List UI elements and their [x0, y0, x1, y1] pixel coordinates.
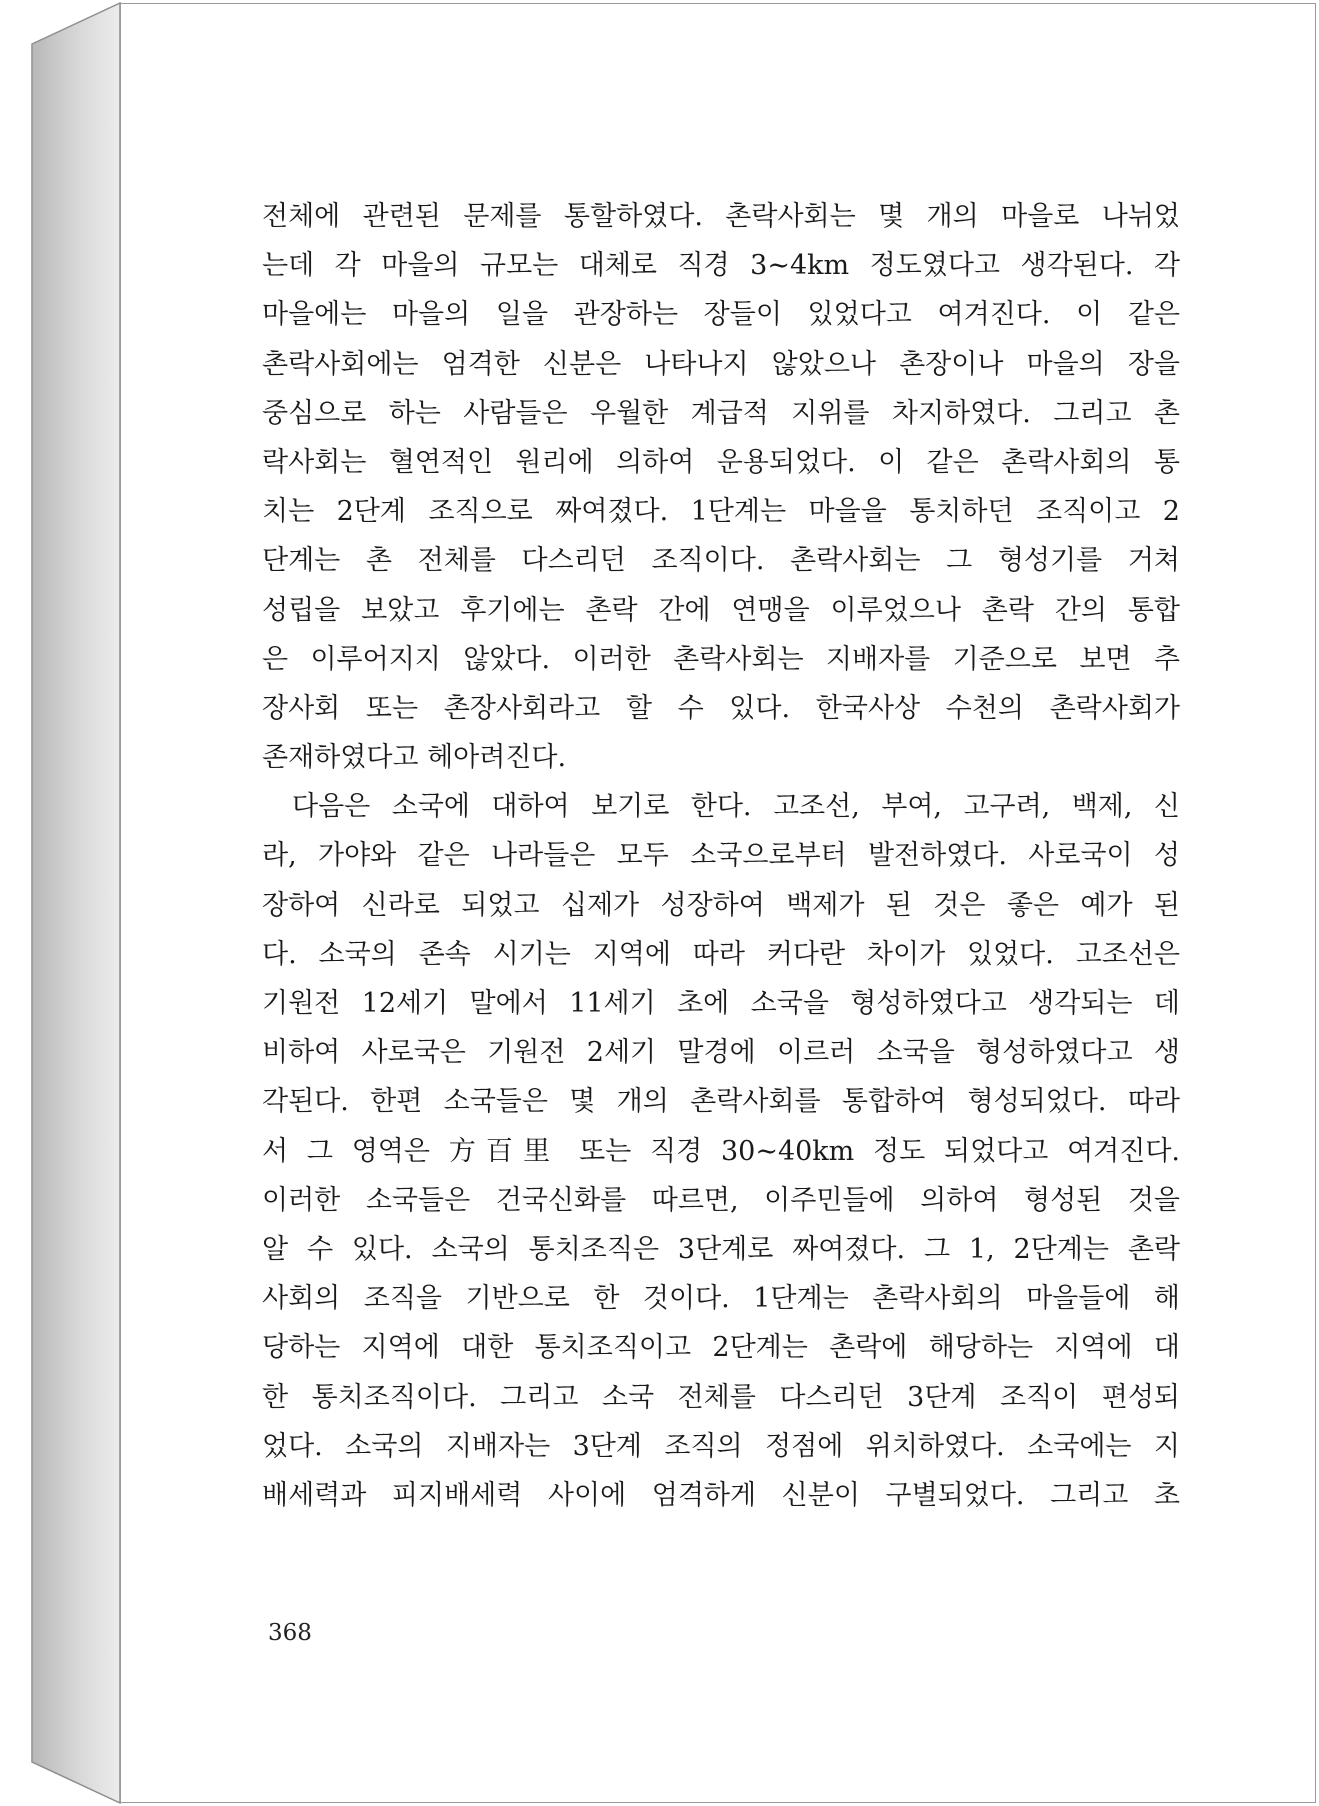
text-line: 은 이루어지지 않았다. 이러한 촌락사회는 지배자를 기준으로 보면 추 [262, 643, 1180, 675]
text-line: 이러한 소국들은 건국신화를 따르면, 이주민들에 의하여 형성된 것을 [262, 1184, 1180, 1216]
text-line: 다음은 소국에 대하여 보기로 한다. 고조선, 부여, 고구려, 백제, 신 [292, 791, 1180, 823]
text-line: 라, 가야와 같은 나라들은 모두 소국으로부터 발전하였다. 사로국이 성 [262, 840, 1180, 872]
text-line: 전체에 관련된 문제를 통할하였다. 촌락사회는 몇 개의 마을로 나뉘었 [262, 201, 1180, 232]
text-line: 다. 소국의 존속 시기는 지역에 따라 커다란 차이가 있었다. 고조선은 [262, 938, 1180, 970]
text-line: 서 그 영역은 方百里 또는 직경 30∼40km 정도 되었다고 여겨진다. [262, 1135, 1180, 1167]
text-line: 치는 2단계 조직으로 짜여졌다. 1단계는 마을을 통치하던 조직이고 2 [262, 496, 1180, 528]
text-line: 기원전 12세기 말에서 11세기 초에 소국을 형성하였다고 생각되는 데 [262, 988, 1180, 1019]
text-line: 성립을 보았고 후기에는 촌락 간에 연맹을 이루었으나 촌락 간의 통합 [262, 594, 1180, 626]
text-line: 장사회 또는 촌장사회라고 할 수 있다. 한국사상 수천의 촌락사회가 [262, 692, 1180, 724]
text-line: 었다. 소국의 지배자는 3단계 조직의 정점에 위치하였다. 소국에는 지 [262, 1430, 1180, 1462]
body-text [262, 192, 1180, 1520]
text-line: 비하여 사로국은 기원전 2세기 말경에 이르러 소국을 형성하였다고 생 [262, 1037, 1180, 1069]
paragraph-2 [262, 782, 1180, 1520]
text-line: 장하여 신라로 되었고 십제가 성장하여 백제가 된 것은 좋은 예가 된 [262, 889, 1180, 921]
text-line: 사회의 조직을 기반으로 한 것이다. 1단계는 촌락사회의 마을들에 해 [262, 1283, 1180, 1315]
text-line: 알 수 있다. 소국의 통치조직은 3단계로 짜여졌다. 그 1, 2단계는 촌락 [262, 1233, 1180, 1265]
text-line: 배세력과 피지배세력 사이에 엄격하게 신분이 구별되었다. 그리고 초 [262, 1479, 1180, 1511]
text-line: 한 통치조직이다. 그리고 소국 전체를 다스리던 3단계 조직이 편성되 [262, 1381, 1180, 1413]
text-line: 존재하였다고 헤아려진다. [262, 742, 567, 774]
text-line: 각된다. 한편 소국들은 몇 개의 촌락사회를 통합하여 형성되었다. 따라 [262, 1086, 1180, 1118]
text-line: 는데 각 마을의 규모는 대체로 직경 3∼4km 정도였다고 생각된다. 각 [262, 250, 1180, 282]
text-line: 중심으로 하는 사람들은 우월한 계급적 지위를 차지하였다. 그리고 촌 [262, 397, 1180, 429]
text-line: 락사회는 혈연적인 원리에 의하여 운용되었다. 이 같은 촌락사회의 통 [262, 446, 1180, 478]
page-number: 368 [268, 1620, 312, 1646]
text-line: 단계는 촌 전체를 다스리던 조직이다. 촌락사회는 그 형성기를 거쳐 [262, 545, 1180, 577]
text-line: 마을에는 마을의 일을 관장하는 장들이 있었다고 여겨진다. 이 같은 [262, 299, 1180, 331]
paragraph-1 [262, 192, 1180, 782]
text-line: 당하는 지역에 대한 통치조직이고 2단계는 촌락에 해당하는 지역에 대 [262, 1332, 1180, 1364]
text-line: 촌락사회에는 엄격한 신분은 나타나지 않았으나 촌장이나 마을의 장을 [262, 348, 1180, 380]
